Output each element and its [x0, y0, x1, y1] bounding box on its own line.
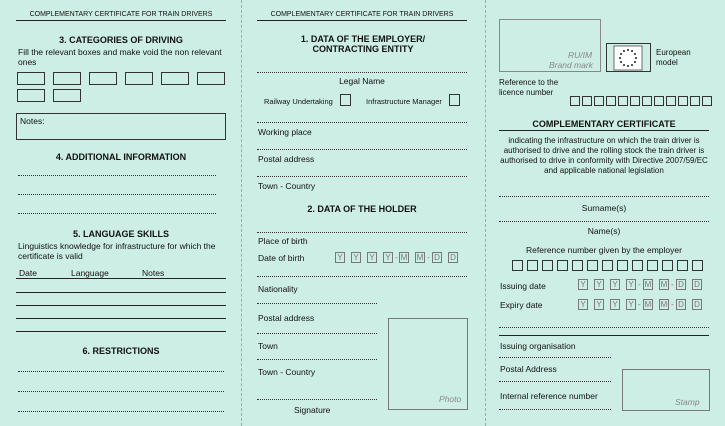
- year-digit-box[interactable]: Y: [578, 299, 588, 310]
- title-rule: [499, 130, 709, 131]
- header-rule: [16, 20, 226, 21]
- legal-name-label: Legal Name: [339, 76, 385, 86]
- restrictions-line: [18, 371, 224, 372]
- licence-digit-box[interactable]: [702, 96, 712, 106]
- eu-flag-icon: [612, 45, 644, 71]
- employer-ref-box[interactable]: [512, 260, 523, 271]
- additional-info-line: [18, 175, 216, 176]
- year-digit-box[interactable]: Y: [626, 279, 636, 290]
- month-digit-box[interactable]: M: [400, 253, 408, 262]
- year-digit-box[interactable]: Y: [610, 279, 620, 290]
- category-box[interactable]: [89, 72, 117, 85]
- year-digit-box[interactable]: Y: [578, 279, 588, 290]
- date-separator: -: [671, 300, 674, 309]
- column-divider: [485, 0, 486, 426]
- categories-instruction: Fill the relevant boxes and make void the non relevant ones: [18, 47, 222, 67]
- category-box[interactable]: [53, 89, 81, 102]
- additional-info-line: [18, 194, 216, 195]
- licence-digit-box[interactable]: [618, 96, 628, 106]
- month-digit-box[interactable]: M: [660, 300, 668, 309]
- line: [499, 196, 709, 197]
- month-digit-box[interactable]: M: [644, 280, 652, 289]
- column-divider: [241, 0, 242, 426]
- month-digit-box[interactable]: M: [416, 253, 424, 262]
- date-separator: -: [638, 300, 641, 309]
- category-box[interactable]: [161, 72, 189, 85]
- licence-digit-box[interactable]: [630, 96, 640, 106]
- licence-digit-box[interactable]: [690, 96, 700, 106]
- header-col2: COMPLEMENTARY CERTIFICATE FOR TRAIN DRIVERS: [270, 11, 454, 18]
- licence-digit-box[interactable]: [570, 96, 580, 106]
- notes-label: Notes:: [20, 116, 45, 126]
- language-row-line: [16, 318, 226, 319]
- month-digit-box[interactable]: M: [660, 280, 668, 289]
- restrictions-title: 6. RESTRICTIONS: [82, 346, 160, 356]
- additional-info-line: [18, 213, 216, 214]
- language-row-line: [16, 305, 226, 306]
- line: [257, 276, 467, 277]
- employer-ref-box[interactable]: [527, 260, 538, 271]
- licence-digit-box[interactable]: [594, 96, 604, 106]
- category-box[interactable]: [197, 72, 225, 85]
- column-date: Date: [19, 268, 37, 278]
- employer-ref-box[interactable]: [692, 260, 703, 271]
- day-digit-box[interactable]: D: [676, 279, 686, 290]
- language-skills-instruction: Linguistics knowledge for infrastructure for which the certificate is valid: [18, 241, 216, 261]
- employer-ref-box[interactable]: [632, 260, 643, 271]
- year-digit-box[interactable]: Y: [367, 252, 377, 263]
- nationality-label: Nationality: [258, 284, 298, 294]
- day-digit-box[interactable]: D: [692, 279, 702, 290]
- date-separator: -: [638, 280, 641, 289]
- employer-ref-box[interactable]: [542, 260, 553, 271]
- employer-ref-box[interactable]: [602, 260, 613, 271]
- date-separator: -: [427, 253, 430, 262]
- infrastructure-manager-checkbox[interactable]: [449, 94, 460, 106]
- year-digit-box[interactable]: Y: [594, 299, 604, 310]
- line: [257, 359, 377, 360]
- issuing-organisation-label: Issuing organisation: [500, 341, 576, 351]
- line: [257, 122, 467, 123]
- additional-info-title: 4. ADDITIONAL INFORMATION: [55, 152, 187, 162]
- header-rule: [257, 20, 467, 21]
- line: [257, 176, 467, 177]
- stamp-label: Stamp: [675, 397, 700, 407]
- licence-digit-box[interactable]: [606, 96, 616, 106]
- employer-ref-box[interactable]: [557, 260, 568, 271]
- category-box[interactable]: [17, 89, 45, 102]
- issuing-date-label: Issuing date: [500, 281, 546, 291]
- european-model-label: European model: [656, 48, 691, 67]
- brand-mark-line2: Brand mark: [549, 60, 593, 70]
- employer-ref-box[interactable]: [647, 260, 658, 271]
- year-digit-box[interactable]: Y: [335, 252, 345, 263]
- year-digit-box[interactable]: Y: [594, 279, 604, 290]
- railway-undertaking-checkbox[interactable]: [340, 94, 351, 106]
- employer-ref-box[interactable]: [572, 260, 583, 271]
- column-language: Language: [71, 268, 109, 278]
- brand-mark-line1: RU/IM: [568, 50, 593, 60]
- restrictions-line: [18, 391, 224, 392]
- employer-ref-box[interactable]: [677, 260, 688, 271]
- category-box[interactable]: [17, 72, 45, 85]
- postal-address-holder-label: Postal address: [258, 313, 315, 323]
- postal-address-org-label: Postal Address: [500, 364, 557, 374]
- employer-ref-box[interactable]: [662, 260, 673, 271]
- employer-reference-label: Reference number given by the employer: [526, 245, 682, 255]
- licence-digit-box[interactable]: [666, 96, 676, 106]
- line: [257, 399, 377, 400]
- certificate-title: COMPLEMENTARY CERTIFICATE: [532, 119, 676, 129]
- town-country-label: Town - Country: [258, 181, 316, 191]
- place-of-birth-label: Place of birth: [258, 236, 308, 246]
- reference-licence-label: Reference to the licence number: [499, 78, 559, 97]
- line: [499, 357, 611, 358]
- line: [499, 381, 611, 382]
- licence-digit-box[interactable]: [678, 96, 688, 106]
- year-digit-box[interactable]: Y: [383, 252, 393, 263]
- names-label: Name(s): [587, 226, 621, 236]
- surname-label: Surname(s): [581, 203, 627, 213]
- employer-ref-box[interactable]: [587, 260, 598, 271]
- employer-title: 1. DATA OF THE EMPLOYER/ CONTRACTING ENTITY: [300, 34, 426, 54]
- licence-digit-box[interactable]: [582, 96, 592, 106]
- licence-digit-box[interactable]: [642, 96, 652, 106]
- separator-rule: [499, 335, 709, 336]
- date-separator: -: [671, 280, 674, 289]
- line: [257, 149, 467, 150]
- photo-label: Photo: [439, 394, 462, 404]
- line: [499, 221, 709, 222]
- year-digit-box[interactable]: Y: [626, 299, 636, 310]
- language-row-line: [16, 278, 226, 279]
- legal-name-line: [257, 72, 467, 73]
- line: [499, 409, 611, 410]
- date-separator: -: [395, 253, 398, 262]
- language-row-line: [16, 292, 226, 293]
- year-digit-box[interactable]: Y: [351, 252, 361, 263]
- notes-box[interactable]: [16, 113, 226, 140]
- month-digit-box[interactable]: M: [644, 300, 652, 309]
- expiry-date-label: Expiry date: [500, 300, 543, 310]
- restrictions-line: [18, 411, 224, 412]
- line: [257, 232, 467, 233]
- language-skills-title: 5. LANGUAGE SKILLS: [72, 229, 169, 239]
- postal-address-label: Postal address: [258, 154, 315, 164]
- day-digit-box[interactable]: D: [692, 299, 702, 310]
- column-notes: Notes: [142, 268, 165, 278]
- year-digit-box[interactable]: Y: [610, 299, 620, 310]
- date-of-birth-label: Date of birth: [258, 253, 305, 263]
- day-digit-box[interactable]: D: [676, 299, 686, 310]
- town-country-holder-label: Town - Country: [258, 367, 316, 377]
- day-digit-box[interactable]: D: [448, 252, 458, 263]
- category-box[interactable]: [53, 72, 81, 85]
- employer-ref-box[interactable]: [617, 260, 628, 271]
- categories-title: 3. CATEGORIES OF DRIVING: [59, 35, 183, 45]
- line: [499, 327, 709, 328]
- town-label: Town: [258, 341, 278, 351]
- line: [257, 333, 377, 334]
- railway-undertaking-label: Railway Undertaking: [264, 97, 333, 106]
- licence-digit-box[interactable]: [654, 96, 664, 106]
- signature-label: Signature: [294, 405, 331, 415]
- line: [257, 303, 377, 304]
- infrastructure-manager-label: Infrastructure Manager: [366, 97, 442, 106]
- certificate-description: indicating the infrastructure on which the train driver is authorised to drive and the rolling stock the train driver is authorised to drive in conformity with Directive 2007/59/EC and applicable national legislation: [500, 136, 708, 175]
- header-col1: COMPLEMENTARY CERTIFICATE FOR TRAIN DRIVERS: [29, 11, 213, 18]
- category-box[interactable]: [125, 72, 153, 85]
- internal-reference-label: Internal reference number: [500, 391, 598, 401]
- holder-title: 2. DATA OF THE HOLDER: [307, 204, 417, 214]
- language-row-line: [16, 331, 226, 332]
- day-digit-box[interactable]: D: [432, 252, 442, 263]
- working-place-label: Working place: [258, 127, 312, 137]
